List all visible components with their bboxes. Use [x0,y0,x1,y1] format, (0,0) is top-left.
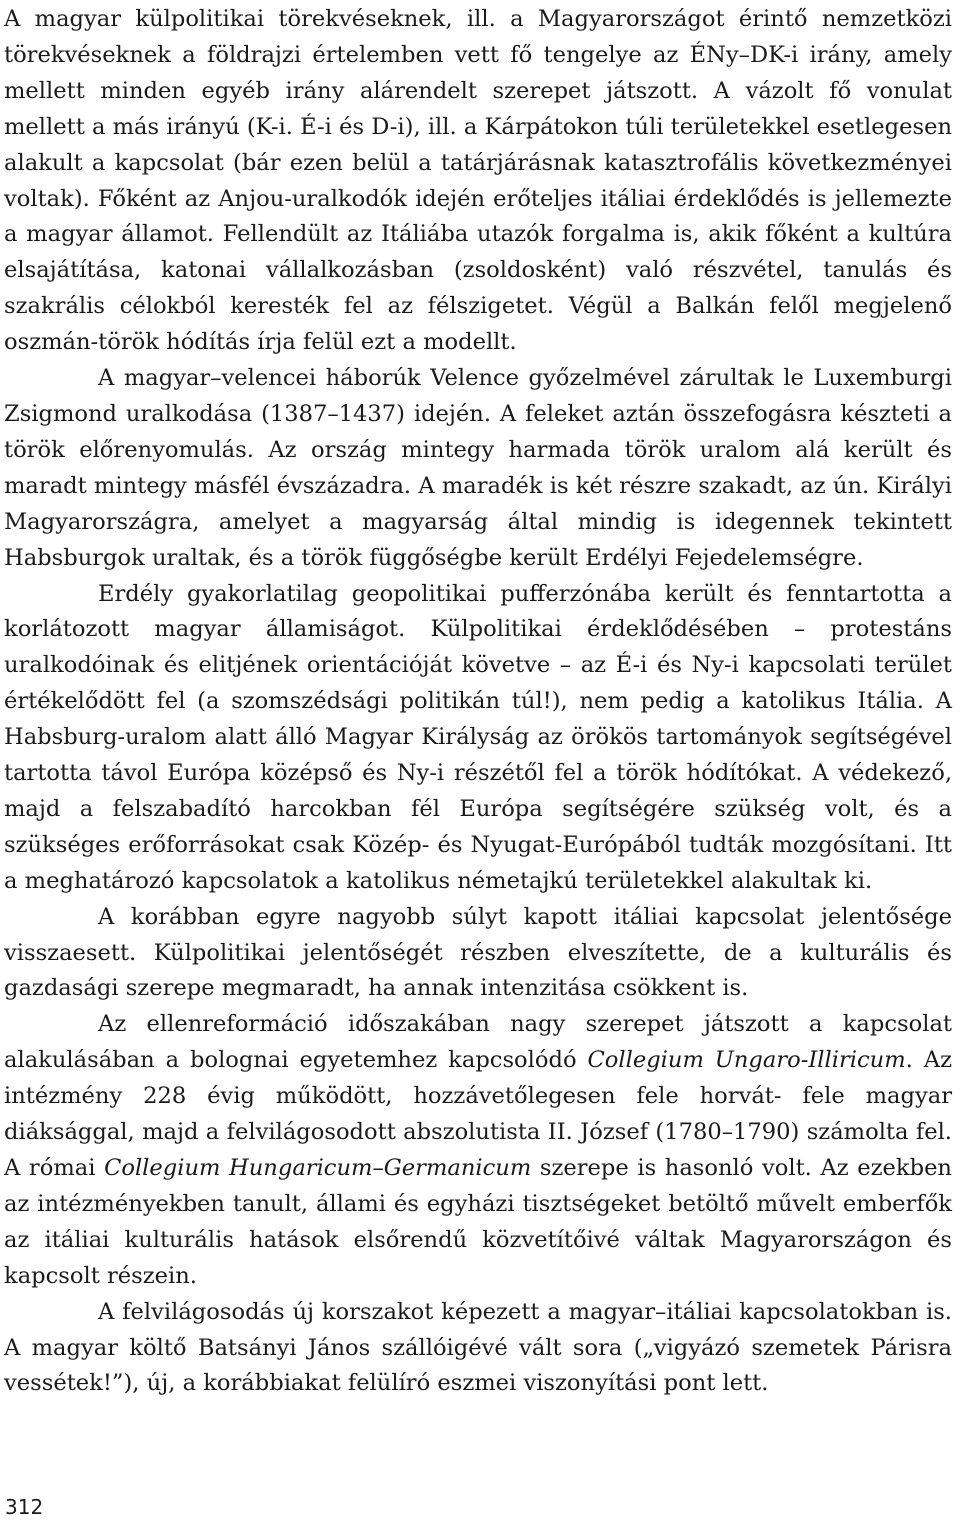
paragraph-5-text-b: . Az intézmény 228 évig működött, hozzávetőlegesen fele horvát- fele magyar diáksággal, majd a felvilágosodott abszolutista II. József (1780–1790) számolta fel. A római [4,1047,952,1181]
paragraph-3-text: Erdély gyakorlatilag geopolitikai pufferzónába került és fenntartotta a korlátozott magyar államiságot. Külpolitikai érdeklődésében – protestáns uralkodóinak és elitjének orientációját követve – az É-i és Ny-i kapcsolati terület értékelődött fel (a szomszédsági politikán túl!), nem pedig a katolikus Itália. A Habsburg-uralom alatt álló Magyar Királyság az örökös tartományok segítségével tartotta távol Európa középső és Ny-i részétől fel a török hódítókat. A védekező, majd a felszabadító harcokban fél Európa segítségére szükség volt, és a szükséges erőforrásokat csak Közép- és Nyugat-Európából tudták mozgósítani. Itt a meghatározó kapcsolatok a katolikus németajkú területekkel alakultak ki. [4,580,952,894]
paragraph-6 [4,1295,952,1403]
paragraph-2-text: A magyar–velencei háborúk Velence győzelmével zárultak le Luxemburgi Zsigmond uralkodása (1387–1437) idején. A feleket aztán összefogásra készteti a török előrenyomulás. Az ország mintegy harmada török uralom alá került és maradt mintegy másfél évszázadra. A maradék is két részre szakadt, az ún. Királyi Magyarországra, amelyet a magyarság által mindig is idegennek tekintett Habsburgok uraltak, és a török függőségbe került Erdélyi Fejedelemségre. [4,365,952,571]
paragraph-6-text: A felvilágosodás új korszakot képezett a magyar–itáliai kapcsolatokban is. A magyar költő Batsányi János szállóigévé vált sora („vigyázó szemetek Párisra vessétek!”), új, a korábbiakat felülíró eszmei viszonyítási pont lett. [4,1298,952,1397]
paragraph-2 [4,361,952,576]
paragraph-5 [4,1007,952,1294]
collegium-ungaro-illiricum-title: Collegium Ungaro-Illiricum [587,1047,906,1074]
paragraph-3 [4,577,952,900]
paragraph-1-text: A magyar külpolitikai törekvéseknek, ill. a Magyarországot érintő nemzetközi törekvéseknek a földrajzi értelemben vett fő tengelye az ÉNy–DK-i irány, amely mellett minden egyéb irány alárendelt szerepet játszott. A vázolt fő vonulat mellett a más irányú (K-i. É-i és D-i), ill. a Kárpátokon túli területekkel esetlegesen alakult a kapcsolat (bár ezen belül a tatárjárásnak katasztrofális következményei voltak). Főként az Anjou-uralkodók idején erőteljes itáliai érdeklődés is jellemezte a magyar államot. Fellendült az Itáliába utazók forgalma is, akik főként a kultúra elsajátítása, katonai vállalkozásban (zsoldosként) való részvétel, tanulás és szakrális célokból keresték fel az félszigetet. Végül a Balkán felől megjelenő oszmán-török hódítás írja felül ezt a modellt. [4,6,952,356]
paragraph-4 [4,900,952,1008]
page-body [4,2,952,1402]
paragraph-4-text: A korábban egyre nagyobb súlyt kapott itáliai kapcsolat jelentősége visszaesett. Külpolitikai jelentőségét részben elveszítette, de a kulturális és gazdasági szerepe megmaradt, ha annak intenzitása csökkent is. [4,903,952,1002]
page-number: 312 [5,1495,44,1519]
paragraph-5-text-a: Az ellenreformáció időszakában nagy szerepet játszott a kapcsolat alakulásában a bolognai egyetemhez kapcsolódó [4,1011,952,1074]
paragraph-5-text-c: szerepe is hasonló volt. Az ezekben az intézményekben tanult, állami és egyházi tisztségeket betöltő művelt emberfők az itáliai kulturális hatások elsőrendű közvetítőivé váltak Magyarországon és kapcsolt részein. [4,1155,952,1289]
paragraph-1 [4,2,952,361]
collegium-hungaricum-germanicum-title: Collegium Hungaricum–Germanicum [104,1155,532,1181]
